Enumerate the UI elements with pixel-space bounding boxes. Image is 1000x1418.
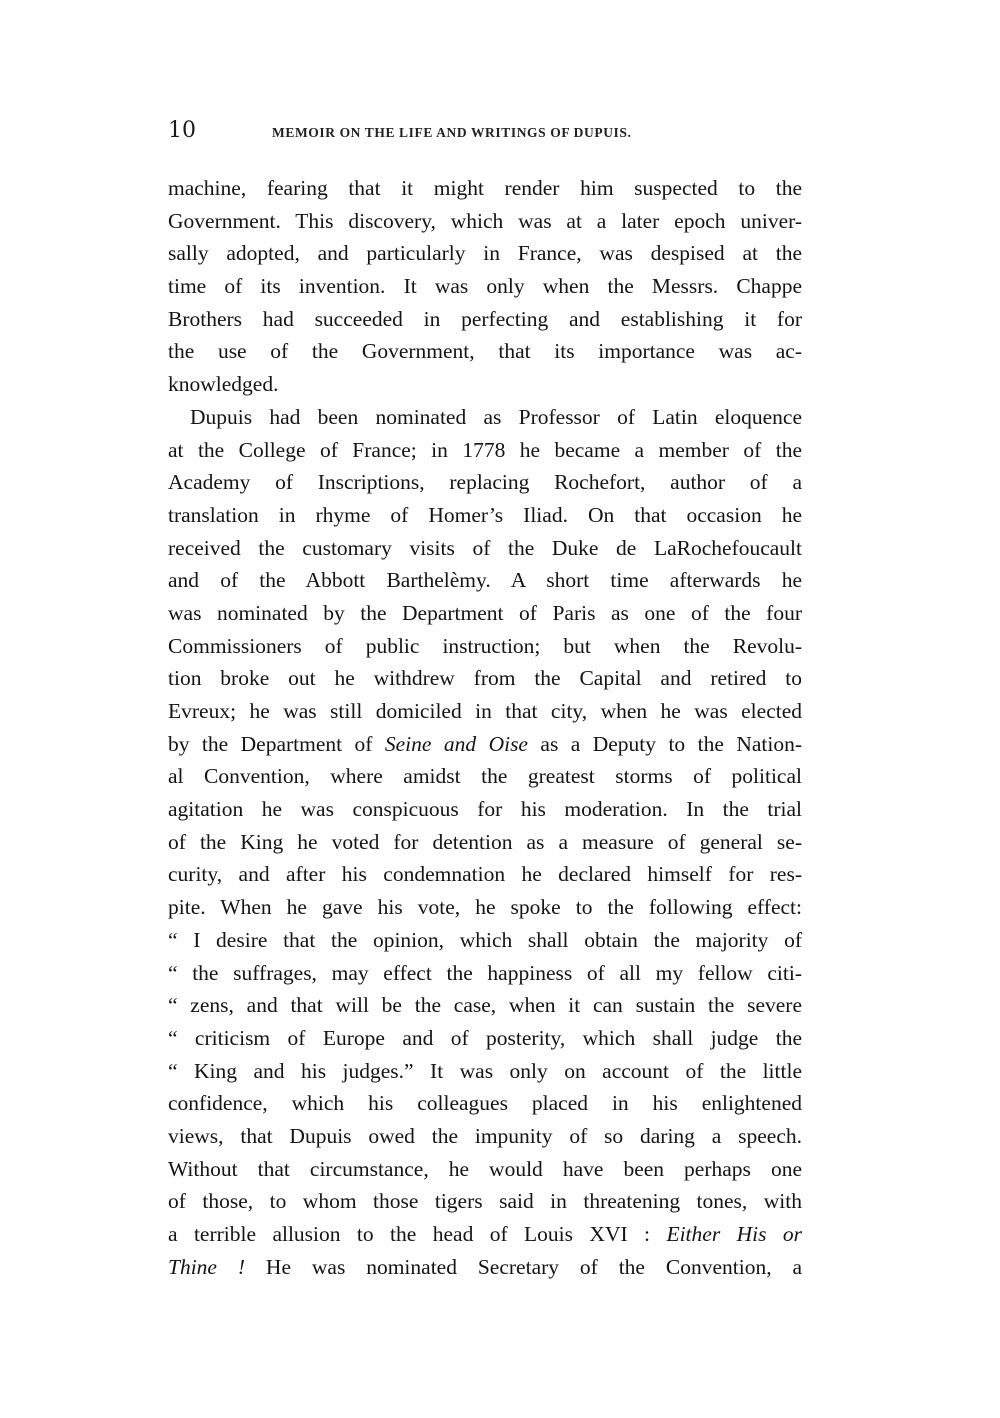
text-line: translation in rhyme of Homer’s Iliad. On that occasion he (168, 502, 802, 527)
text-line-mixed (168, 728, 802, 761)
text-line: agitation he was conspicuous for his moderation. In the trial (168, 797, 802, 822)
text-line: confidence, which his colleagues placed in his enlightened (168, 1091, 802, 1116)
text-line: of those, to whom those tigers said in threatening tones, with (168, 1189, 802, 1214)
running-head: MEMOIR ON THE LIFE AND WRITINGS OF DUPUIS. (272, 125, 632, 140)
text-line: Commissioners of public instruction; but when the Revolu- (168, 633, 802, 658)
text-line: “ King and his judges.” It was only on account of the little (168, 1058, 802, 1083)
text-run: He was nominated Secretary of the Convention, a (245, 1254, 802, 1279)
text-line: Without that circumstance, he would have been perhaps one (168, 1156, 802, 1181)
text-line: sally adopted, and particularly in France, was despised at the (168, 241, 802, 266)
paragraph-2 (168, 401, 802, 1284)
text-line: Evreux; he was still domiciled in that city, when he was elected (168, 699, 802, 723)
text-line: “ criticism of Europe and of posterity, which shall judge the (168, 1025, 802, 1050)
text-line: “ zens, and that will be the case, when it can sustain the severe (168, 993, 802, 1018)
text-line: pite. When he gave his vote, he spoke to the following effect: (168, 895, 802, 920)
page-header (168, 118, 808, 148)
text-line: the use of the Government, that its importance was ac- (168, 339, 802, 364)
body-text (168, 172, 802, 1283)
paragraph-1 (168, 172, 802, 401)
text-line: views, that Dupuis owed the impunity of so daring a speech. (168, 1123, 802, 1148)
text-run: a terrible allusion to the head of Louis XVI : (168, 1222, 667, 1246)
text-line-mixed (168, 1218, 802, 1251)
text-line: curity, and after his condemnation he declared himself for res- (168, 862, 802, 887)
italic-run: Seine and Oise (384, 731, 528, 756)
text-line: machine, fearing that it might render him suspected to the (168, 176, 802, 200)
text-line-mixed (168, 1251, 802, 1284)
text-line: Brothers had succeeded in perfecting and establishing it for (168, 306, 802, 331)
text-run: as a Deputy to the Nation- (527, 731, 802, 756)
text-line: at the College of France; in 1778 he became a member of the (168, 437, 802, 462)
text-line: and of the Abbott Barthelèmy. A short time afterwards he (168, 568, 802, 593)
text-line: “ I desire that the opinion, which shall obtain the majority of (168, 927, 802, 952)
text-line: Government. This discovery, which was at a later epoch univer- (168, 208, 802, 233)
text-line: al Convention, where amidst the greatest storms of political (168, 764, 802, 789)
italic-run: Thine ! (168, 1254, 246, 1279)
text-line: tion broke out he withdrew from the Capital and retired to (168, 666, 802, 691)
text-line: received the customary visits of the Duke de LaRochefoucault (168, 535, 802, 560)
italic-run: Either His or (666, 1222, 802, 1246)
text-line: was nominated by the Department of Paris as one of the four (168, 600, 802, 625)
text-line: of the King he voted for detention as a measure of general se- (168, 829, 802, 854)
text-line: time of its invention. It was only when the Messrs. Chappe (168, 274, 802, 299)
text-line: knowledged. (168, 372, 279, 397)
page-number: 10 (168, 118, 196, 143)
text-line: Academy of Inscriptions, replacing Rochefort, author of a (168, 470, 802, 495)
text-run: by the Department of (168, 731, 385, 756)
text-line: “ the suffrages, may effect the happiness of all my fellow citi- (168, 960, 802, 985)
text-line: Dupuis had been nominated as Professor of Latin eloquence (190, 404, 802, 429)
